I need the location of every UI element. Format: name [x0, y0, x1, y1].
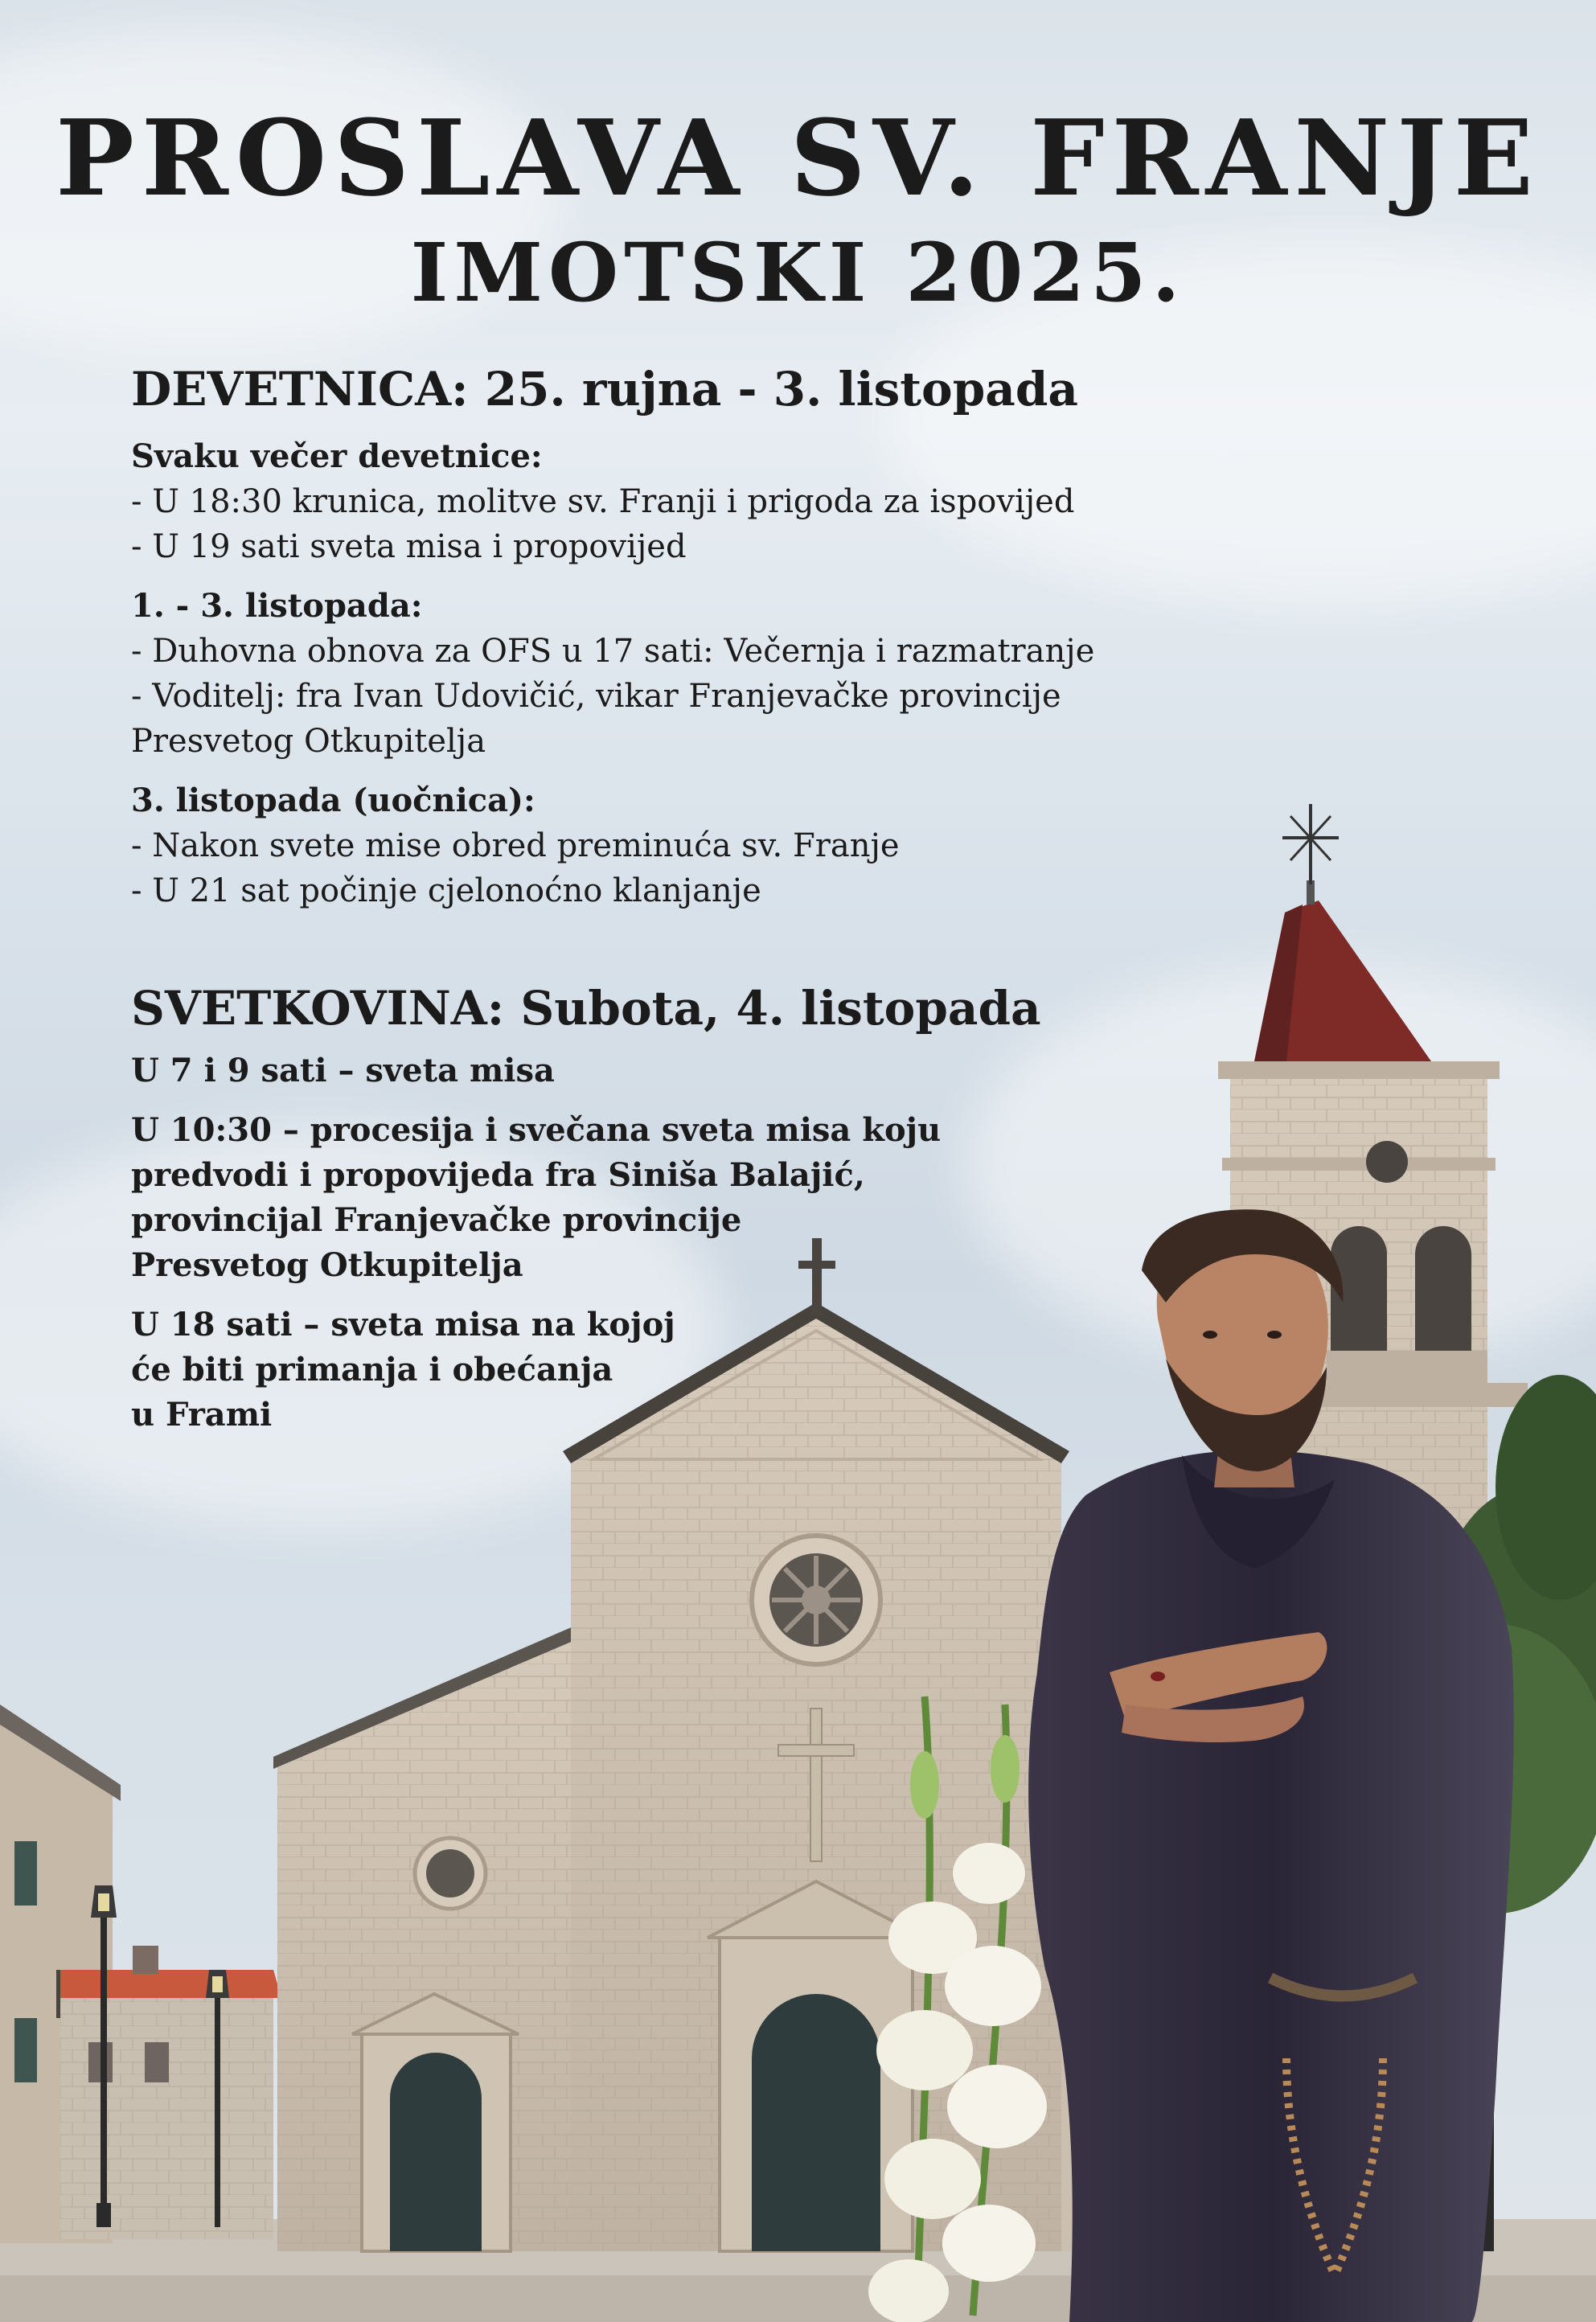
devetnica-group-label: 3. listopada (uočnica): [131, 782, 535, 819]
svetkovina-section [131, 981, 1144, 1438]
devetnica-group-label: Svaku večer devetnice: [131, 437, 543, 475]
title-line-1: PROSLAVA SV. FRANJE [55, 96, 1541, 219]
devetnica-section [131, 362, 1144, 913]
orange-roof-house [60, 1946, 281, 2239]
svetkovina-line: U 18 sati – sveta misa na kojoj [131, 1306, 675, 1344]
svetkovina-line: predvodi i propovijeda fra Siniša Balajić, [131, 1156, 865, 1194]
devetnica-line: - Nakon svete mise obred preminuća sv. Franje [131, 827, 900, 864]
svetkovina-item [131, 1303, 1144, 1438]
svetkovina-line: će biti primanja i obećanja [131, 1351, 613, 1389]
svetkovina-line: Presvetog Otkupitelja [131, 1246, 523, 1284]
devetnica-heading: DEVETNICA: 25. rujna - 3. listopada [131, 362, 1079, 416]
svetkovina-item [131, 1048, 1144, 1093]
devetnica-line: - Voditelj: fra Ivan Udovičić, vikar Franjevačke provincije [131, 678, 1061, 715]
svetkovina-line: U 10:30 – procesija i svečana sveta misa koju [131, 1111, 942, 1149]
svetkovina-line: provincijal Franjevačke provincije [131, 1201, 742, 1239]
devetnica-line: - U 19 sati sveta misa i propovijed [131, 528, 687, 565]
devetnica-line: - U 18:30 krunica, molitve sv. Franji i prigoda za ispovijed [131, 483, 1075, 520]
svetkovina-item [131, 1108, 1144, 1288]
devetnica-group-label: 1. - 3. listopada: [131, 587, 423, 625]
svetkovina-line: U 7 i 9 sati – sveta misa [131, 1052, 555, 1089]
title-line-2: IMOTSKI 2025. [410, 225, 1186, 320]
svetkovina-heading: SVETKOVINA: Subota, 4. listopada [131, 981, 1041, 1036]
devetnica-line: - U 21 sat počinje cjelonoćno klanjanje [131, 872, 761, 909]
devetnica-line: Presvetog Otkupitelja [131, 723, 486, 760]
svetkovina-line: u Frami [131, 1396, 273, 1434]
devetnica-line: - Duhovna obnova za OFS u 17 sati: Večernja i razmatranje [131, 633, 1095, 670]
